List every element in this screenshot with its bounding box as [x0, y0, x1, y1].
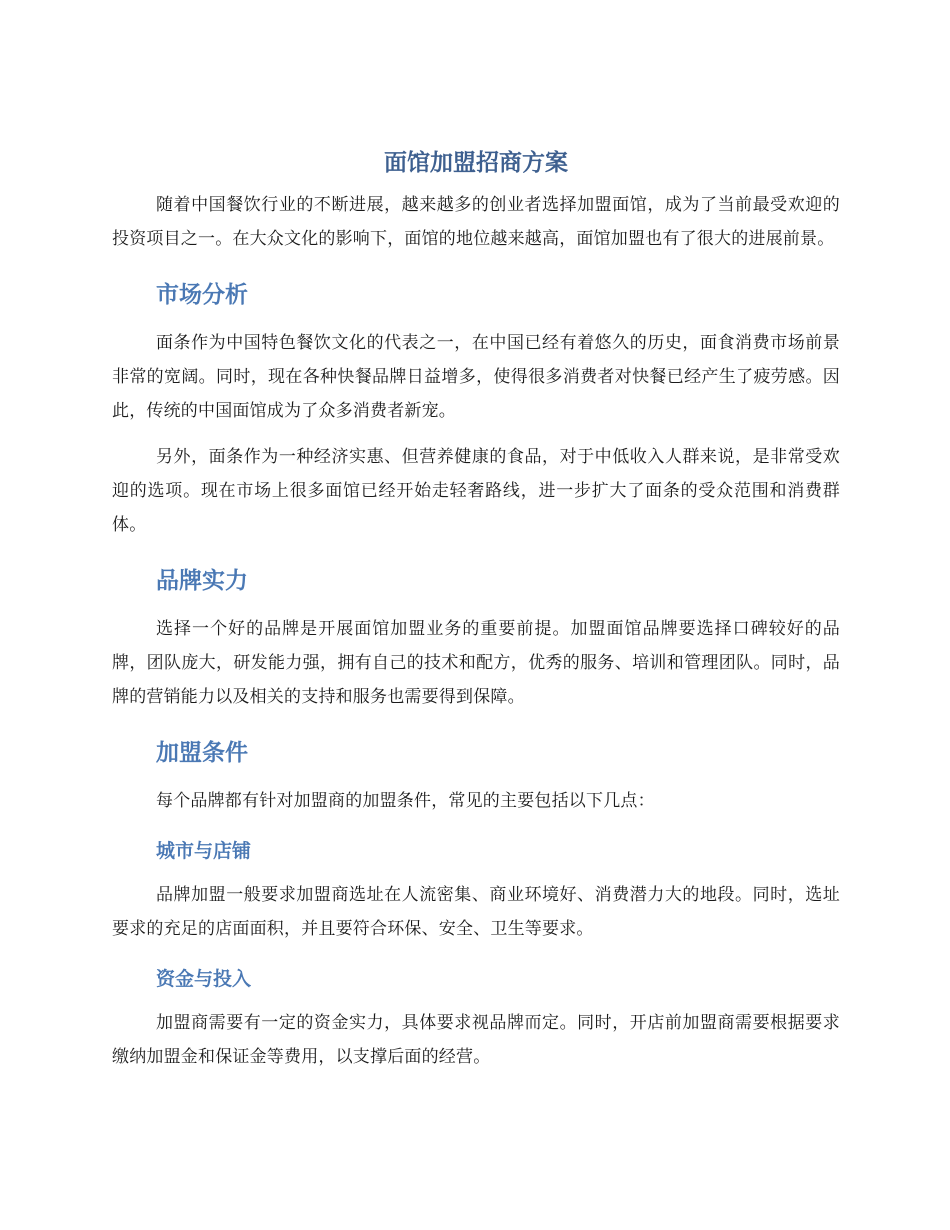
franchise-conditions-heading: 加盟条件: [156, 740, 248, 766]
document-page: [112, 146, 840, 1074]
market-analysis-heading: 市场分析: [156, 282, 248, 308]
intro-paragraph: 随着中国餐饮行业的不断进展，越来越多的创业者选择加盟面馆，成为了当前最受欢迎的投资项目之一。在大众文化的影响下，面馆的地位越来越高，面馆加盟也有了很大的进展前景。: [112, 195, 840, 249]
document-title: 面馆加盟招商方案: [384, 150, 568, 176]
market-paragraph-2: 另外，面条作为一种经济实惠、但营养健康的食品，对于中低收入人群来说，是非常受欢迎的选项。现在市场上很多面馆已经开始走轻奢路线，进一步扩大了面条的受众范围和消费群体。: [112, 447, 840, 535]
conditions-paragraph-1: 每个品牌都有针对加盟商的加盟条件，常见的主要包括以下几点：: [156, 791, 655, 811]
market-paragraph-1: 面条作为中国特色餐饮文化的代表之一，在中国已经有着悠久的历史，面食消费市场前景非常的宽阔。同时，现在各种快餐品牌日益增多，使得很多消费者对快餐已经产生了疲劳感。因此，传统的中国面馆成为了众多消费者新宠。: [112, 333, 840, 421]
city-store-paragraph: 品牌加盟一般要求加盟商选址在人流密集、商业环境好、消费潜力大的地段。同时，选址要求的充足的店面面积，并且要符合环保、安全、卫生等要求。: [112, 885, 840, 939]
brand-paragraph-1: 选择一个好的品牌是开展面馆加盟业务的重要前提。加盟面馆品牌要选择口碑较好的品牌，团队庞大，研发能力强，拥有自己的技术和配方，优秀的服务、培训和管理团队。同时，品牌的营销能力以及相关的支持和服务也需要得到保障。: [112, 619, 840, 707]
city-store-heading: 城市与店铺: [156, 840, 252, 862]
capital-investment-paragraph: 加盟商需要有一定的资金实力，具体要求视品牌而定。同时，开店前加盟商需要根据要求缴纳加盟金和保证金等费用，以支撑后面的经营。: [112, 1013, 840, 1067]
brand-strength-heading: 品牌实力: [156, 568, 248, 594]
capital-investment-heading: 资金与投入: [156, 968, 252, 990]
